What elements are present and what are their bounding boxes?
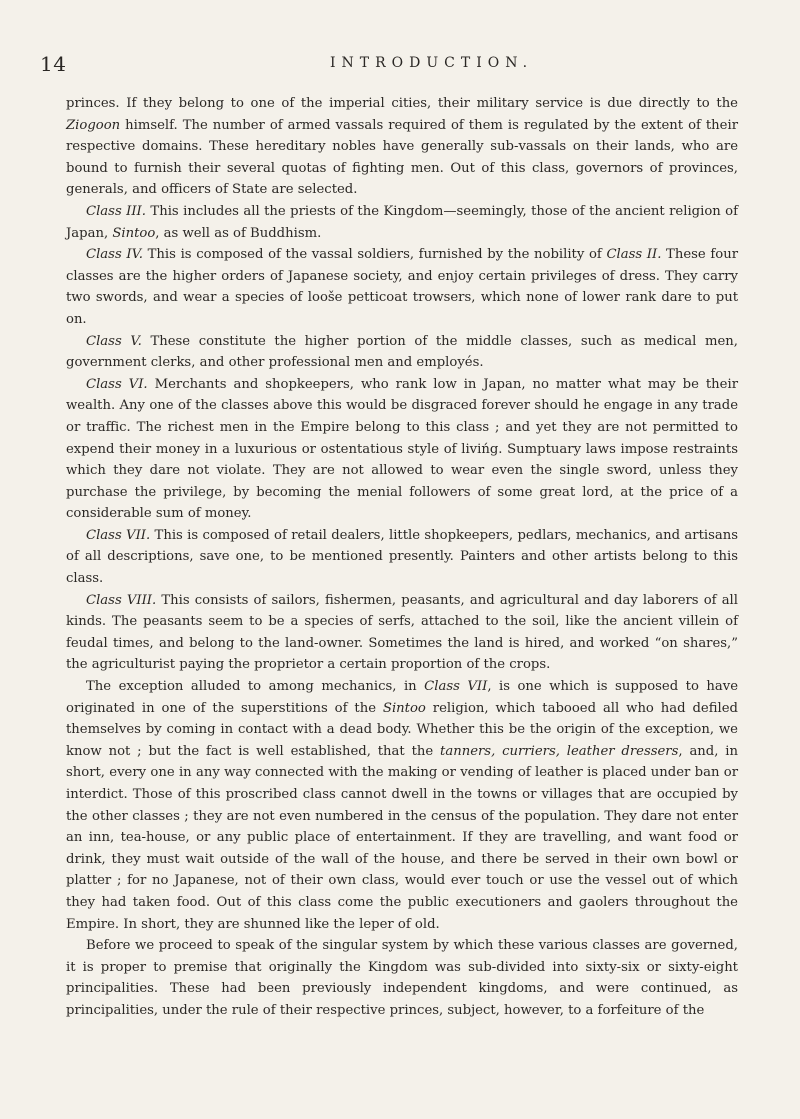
running-head: INTRODUCTION.: [330, 55, 534, 71]
paragraph: [66, 93, 738, 201]
italic-term: Class VII: [424, 679, 488, 695]
italic-term: Class V.: [86, 333, 142, 349]
paragraph: [66, 201, 738, 244]
text-run: , as well as of Buddhism.: [155, 225, 322, 241]
italic-term: Class IV.: [86, 247, 143, 263]
text-run: These constitute the higher portion of the middle classes, such as medical men, government clerks, and other professional men and employés.: [66, 333, 738, 371]
paragraph: [66, 374, 738, 525]
text-run: This is composed of the vassal soldiers, furnished by the nobility of: [142, 247, 607, 263]
text-run: Before we proceed to speak of the singular system by which these various classes are governed, it is proper to premise that originally the Kingdom was sub-divided into sixty-six or sixty-eight principalities. These had been previously independent kingdoms, and were continued, as principalities, under the rule of their respective princes, subject, however, to a forfeiture of the: [66, 938, 738, 1018]
italic-term: Class VIII.: [86, 592, 157, 608]
text-run: himself. The number of armed vassals required of them is regulated by the extent of their respective domains. These hereditary nobles have generally sub-vassals on their lands, who are bound to furnish their several quotas of fighting men. Out of this class, governors of provinces, generals, and officers of State are selected.: [66, 117, 738, 198]
text-run: Merchants and shopkeepers, who rank low in Japan, no matter what may be their wealth. Any one of the classes above this would be disgraced forever should he engage in any trade or traffic. The richest men in the Empire belong to this class ; and yet they are not permitted to expend their money in a luxurious or ostentatious style of livińg. Sumptuary laws impose restraints which they dare not violate. They are not allowed to wear even the single sword, unless they purchase the privilege, by becoming the menial followers of some great lord, at the price of a considerable sum of money.: [66, 376, 738, 522]
italic-term: Class II.: [606, 247, 662, 263]
text-run: , is one which is supposed to have originated in one of the superstitions of the: [66, 679, 738, 716]
paragraph: [66, 590, 738, 676]
body-text: [66, 93, 738, 1022]
text-run: princes. If they belong to one of the imperial cities, their military service is due directly to the: [66, 96, 738, 111]
italic-term: Sintoo: [382, 700, 426, 716]
text-run: This is composed of retail dealers, little shopkeepers, pedlars, mechanics, and artisans of all descriptions, save one, to be mentioned presently. Painters and other artists belong to this class.: [66, 527, 738, 587]
italic-term: tanners, curriers, leather dressers: [440, 743, 679, 759]
paragraph: [66, 244, 738, 330]
text-run: religion, which tabooed all who had defiled themselves by coming in contact with a dead body. Whether this be the origin of the exception, we know not ; but the fact is well established, that the: [66, 700, 738, 759]
text-run: This consists of sailors, fishermen, peasants, and agricultural and day laborers of all kinds. The peasants seem to be a species of serfs, attached to the soil, like the ancient villein of feudal times, and belong to the land-owner. Sometimes the land is hired, and worked “on shares,” the agriculturist paying the proprietor a certain proportion of the crops.: [66, 592, 738, 673]
text-run: The exception alluded to among mechanics, in: [86, 679, 425, 695]
text-run: This includes all the priests of the Kingdom—seemingly, those of the ancient religion of Japan,: [66, 203, 739, 241]
paragraph: [66, 676, 738, 935]
page-number: 14: [40, 52, 67, 76]
italic-term: Class VII.: [86, 527, 151, 543]
italic-term: Class VI.: [86, 376, 148, 392]
paragraph: [66, 525, 738, 590]
text-run: These four classes are the higher orders of Japanese society, and enjoy certain privileges of dress. They carry two swords, and wear a species of looše petticoat trowsers, which none of lower rank dare to put on.: [66, 247, 738, 327]
italic-term: Sintoo: [112, 225, 156, 241]
text-run: , and, in short, every one in any way connected with the making or vending of leather is placed under ban or interdict. Those of this proscribed class cannot dwell in the towns or villages that are occupied by the other classes ; they are not even numbered in the census of the population. They dare not enter an inn, tea-house, or any public place of entertainment. If they are travelling, and want food or drink, they must wait outside of the wall of the house, and there be served in their own bowl or platter ; for no Japanese, not of their own class, would ever touch or use the vessel out of which they had taken food. Out of this class come the public executioners and gaolers throughout the Empire. In short, they are shunned like the leper of old.: [66, 743, 739, 932]
paragraph: [66, 935, 738, 1021]
page-header: [40, 52, 740, 82]
paragraph: [66, 331, 738, 374]
italic-term: Class III.: [86, 203, 146, 219]
italic-term: Ziogoon: [66, 117, 121, 133]
